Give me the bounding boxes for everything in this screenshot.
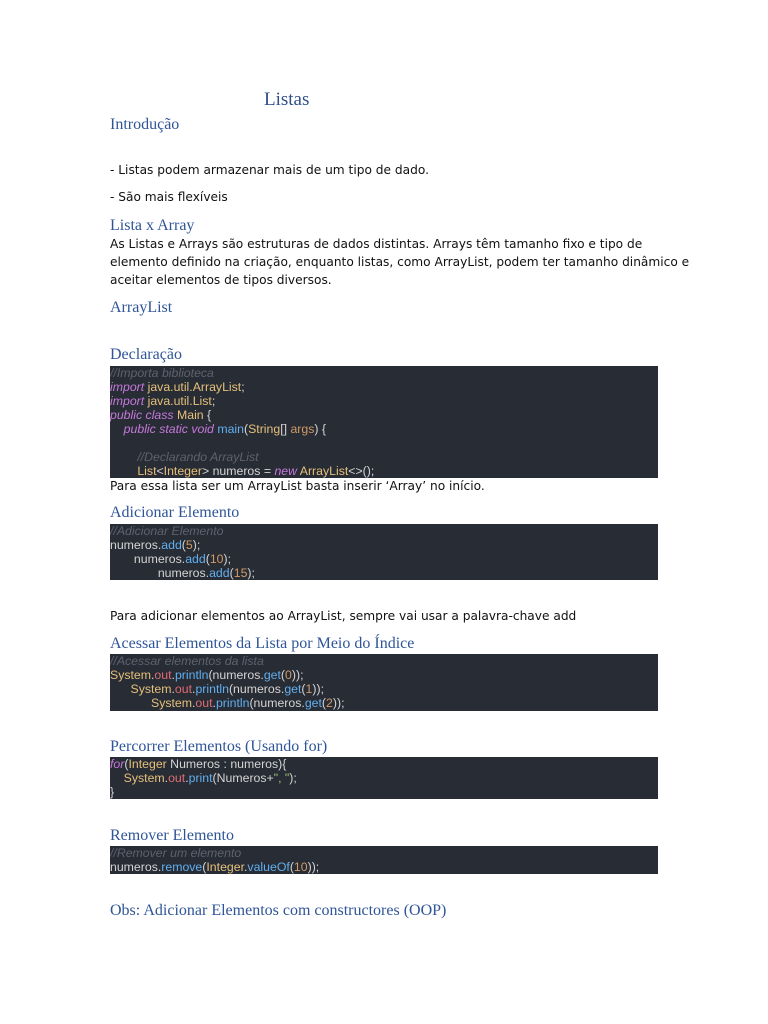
code-token: (numeros. bbox=[208, 668, 264, 682]
code-token bbox=[110, 771, 124, 785]
code-token: System bbox=[130, 682, 172, 696]
code-token: )); bbox=[332, 696, 345, 710]
code-token: out bbox=[168, 771, 186, 785]
code-line bbox=[110, 450, 658, 464]
lista-array-line: As Listas e Arrays são estruturas de dados distintas. Arrays têm tamanho fixo e tipo de bbox=[110, 237, 643, 251]
lista-array-line: elemento definido na criação, enquanto listas, como ArrayList, podem ter tamanho dinâmico e bbox=[110, 255, 690, 269]
code-line bbox=[110, 436, 658, 450]
code-token: for bbox=[110, 757, 125, 771]
code-line bbox=[110, 566, 658, 580]
code-token: numeros. bbox=[110, 552, 186, 566]
code-line bbox=[110, 771, 658, 785]
code-token: out bbox=[154, 668, 172, 682]
code-line bbox=[110, 408, 658, 422]
code-token: [] bbox=[280, 422, 291, 436]
code-token: . bbox=[192, 696, 196, 710]
code-token bbox=[110, 696, 151, 710]
code-line bbox=[110, 380, 658, 394]
arraylist-heading: ArrayList bbox=[110, 299, 173, 316]
code-token: println bbox=[215, 696, 250, 710]
code-token: //Adicionar Elemento bbox=[110, 524, 224, 538]
declaracao-note: Para essa lista ser um ArrayList basta inserir ‘Array’ no início. bbox=[110, 479, 485, 493]
obs-heading: Obs: Adicionar Elementos com constructores (OOP) bbox=[110, 902, 447, 919]
code-token: . bbox=[151, 668, 155, 682]
code-token: 2 bbox=[326, 696, 333, 710]
code-token: java.util.List bbox=[147, 394, 212, 408]
code-token: add bbox=[161, 538, 182, 552]
code-token: . bbox=[212, 696, 216, 710]
code-token: 1 bbox=[305, 682, 313, 696]
code-token: System bbox=[110, 668, 151, 682]
code-token: . bbox=[171, 682, 175, 696]
code-token: get bbox=[304, 696, 322, 710]
code-token: get bbox=[263, 668, 281, 682]
intro-bullet: - São mais flexíveis bbox=[110, 190, 228, 204]
code-block bbox=[110, 757, 658, 799]
code-token bbox=[110, 682, 131, 696]
code-token: <>(); bbox=[348, 464, 375, 478]
code-token: ( bbox=[289, 860, 294, 874]
code-line bbox=[110, 757, 658, 771]
code-token bbox=[110, 450, 137, 464]
code-block bbox=[110, 846, 658, 874]
code-block bbox=[110, 524, 658, 580]
code-token: public class bbox=[110, 408, 174, 422]
code-token: } bbox=[110, 785, 115, 799]
code-line bbox=[110, 696, 658, 710]
code-token: . bbox=[164, 771, 169, 785]
code-token: . bbox=[192, 682, 196, 696]
code-token bbox=[110, 464, 137, 478]
code-block bbox=[110, 366, 658, 478]
code-line bbox=[110, 682, 658, 696]
code-token: { bbox=[203, 408, 212, 422]
code-token: (numeros. bbox=[228, 682, 285, 696]
code-block bbox=[110, 654, 658, 711]
remover-heading: Remover Elemento bbox=[110, 827, 234, 844]
code-token: Numeros : numeros){ bbox=[166, 757, 287, 771]
code-token: ( bbox=[280, 668, 286, 682]
code-token: numeros. bbox=[110, 538, 162, 552]
code-token: remove bbox=[161, 860, 203, 874]
code-token: 10 bbox=[293, 860, 308, 874]
lista-array-heading: Lista x Array bbox=[110, 217, 195, 234]
code-token: ; bbox=[211, 394, 216, 408]
code-token: )); bbox=[307, 860, 320, 874]
code-line bbox=[110, 394, 658, 408]
code-token: Integer bbox=[206, 860, 244, 874]
code-line bbox=[110, 654, 658, 668]
code-token: Integer bbox=[163, 464, 202, 478]
code-token: out bbox=[174, 682, 193, 696]
code-token: valueOf bbox=[247, 860, 290, 874]
code-token: . bbox=[244, 860, 248, 874]
code-token: 0 bbox=[285, 668, 292, 682]
code-token: add bbox=[185, 552, 206, 566]
code-token: (numeros. bbox=[249, 696, 305, 710]
code-token: out bbox=[195, 696, 213, 710]
code-token: main bbox=[217, 422, 244, 436]
declaracao-heading: Declaração bbox=[110, 346, 182, 363]
code-token: args bbox=[290, 422, 315, 436]
code-token: ( bbox=[205, 552, 210, 566]
code-token: new bbox=[274, 464, 297, 478]
lista-array-line: aceitar elementos de tipos diversos. bbox=[110, 273, 332, 287]
code-line bbox=[110, 785, 658, 799]
code-token: < bbox=[156, 464, 164, 478]
code-token bbox=[110, 422, 124, 436]
code-token: 5 bbox=[185, 538, 193, 552]
code-line bbox=[110, 464, 658, 478]
code-line bbox=[110, 860, 658, 874]
acessar-heading: Acessar Elementos da Lista por Meio do Índice bbox=[110, 635, 415, 652]
code-token: ( bbox=[321, 696, 327, 710]
code-token: numeros. bbox=[110, 860, 162, 874]
code-token: ; bbox=[241, 380, 245, 394]
code-token: public static void bbox=[123, 422, 214, 436]
code-token: String bbox=[248, 422, 281, 436]
code-token: List bbox=[137, 464, 157, 478]
code-token: ( bbox=[202, 860, 207, 874]
code-line bbox=[110, 552, 658, 566]
document-title: Listas bbox=[264, 89, 310, 110]
code-token: System bbox=[151, 696, 192, 710]
code-line bbox=[110, 538, 658, 552]
code-token: import bbox=[110, 394, 145, 408]
code-token: ); bbox=[192, 538, 201, 552]
code-token: . bbox=[171, 668, 175, 682]
code-token: ) { bbox=[314, 422, 327, 436]
code-token: 15 bbox=[233, 566, 248, 580]
code-token: System bbox=[123, 771, 165, 785]
code-line bbox=[110, 668, 658, 682]
code-token: numeros. bbox=[110, 566, 210, 580]
code-line bbox=[110, 422, 658, 436]
code-token: ( bbox=[124, 757, 129, 771]
percorrer-heading: Percorrer Elementos (Usando for) bbox=[110, 738, 328, 755]
code-token: Integer bbox=[128, 757, 167, 771]
code-token: 10 bbox=[209, 552, 224, 566]
code-line bbox=[110, 366, 658, 380]
code-token: ); bbox=[247, 566, 255, 580]
code-token: print bbox=[188, 771, 213, 785]
code-token: //Declarando ArrayList bbox=[137, 450, 259, 464]
code-token: ", " bbox=[273, 771, 290, 785]
code-token: add bbox=[209, 566, 230, 580]
code-token: ( bbox=[229, 566, 234, 580]
adicionar-note: Para adicionar elementos ao ArrayList, sempre vai usar a palavra-chave add bbox=[110, 609, 577, 623]
code-token: Main bbox=[176, 408, 204, 422]
code-token: . bbox=[185, 771, 189, 785]
code-token: println bbox=[174, 668, 209, 682]
intro-bullet: - Listas podem armazenar mais de um tipo de dado. bbox=[110, 163, 429, 177]
code-token: java.util.ArrayList bbox=[147, 380, 242, 394]
code-token: //Remover um elemento bbox=[110, 846, 242, 860]
code-line bbox=[110, 524, 658, 538]
intro-heading: Introdução bbox=[110, 116, 180, 133]
adicionar-heading: Adicionar Elemento bbox=[110, 504, 240, 521]
code-token: ( bbox=[181, 538, 186, 552]
code-token: ArrayList bbox=[299, 464, 349, 478]
code-token: )); bbox=[291, 668, 304, 682]
code-token: ); bbox=[289, 771, 297, 785]
code-token: ( bbox=[301, 682, 306, 696]
code-token: (Numeros+ bbox=[212, 771, 274, 785]
code-line bbox=[110, 846, 658, 860]
code-token: import bbox=[110, 380, 145, 394]
code-token: //Importa biblioteca bbox=[110, 366, 214, 380]
code-token: //Acessar elementos da lista bbox=[110, 654, 264, 668]
code-token: ); bbox=[223, 552, 232, 566]
code-token: get bbox=[284, 682, 302, 696]
code-token: )); bbox=[312, 682, 324, 696]
code-token: println bbox=[195, 682, 229, 696]
code-token: > numeros = bbox=[201, 464, 275, 478]
code-token: ( bbox=[243, 422, 249, 436]
